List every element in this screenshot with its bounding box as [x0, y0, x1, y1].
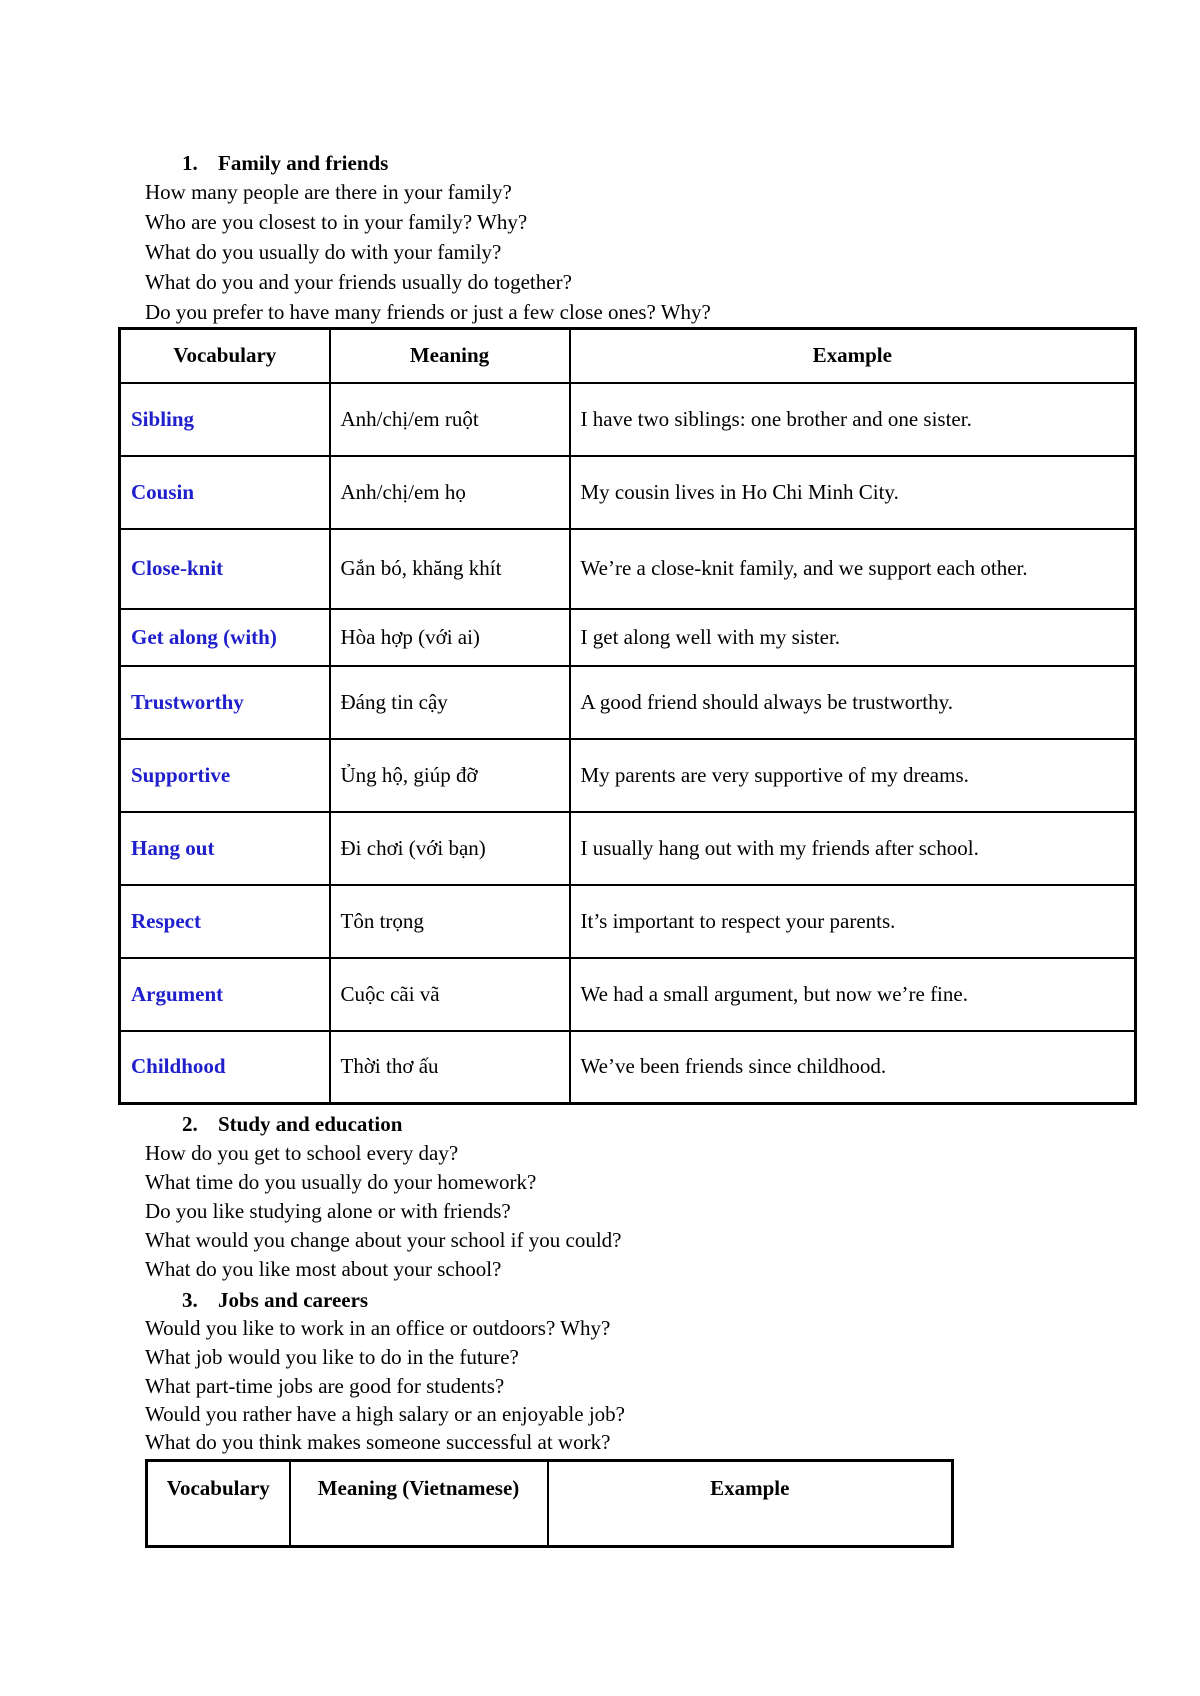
vocab-example: My cousin lives in Ho Chi Minh City. [570, 456, 1136, 529]
vocab-word: Hang out [120, 812, 330, 885]
vocab-word: Close-knit [120, 529, 330, 609]
section-title: Jobs and careers [218, 1288, 369, 1312]
vocab-word: Supportive [120, 739, 330, 812]
table-row [120, 958, 1136, 1031]
table-row [120, 529, 1136, 609]
table-row [120, 739, 1136, 812]
section-number: 1. [182, 151, 198, 175]
section-title: Family and friends [218, 151, 389, 175]
question: What do you think makes someone successful at work? [145, 1430, 611, 1454]
section-number: 2. [182, 1112, 198, 1136]
question: What do you usually do with your family? [145, 240, 502, 264]
section-heading [182, 1114, 402, 1135]
question: Would you rather have a high salary or an enjoyable job? [145, 1402, 625, 1426]
table-row [120, 1031, 1136, 1104]
question: Would you like to work in an office or outdoors? Why? [145, 1316, 611, 1340]
table-header-row [147, 1461, 953, 1547]
vocab-word: Respect [120, 885, 330, 958]
vocab-example: My parents are very supportive of my dreams. [570, 739, 1136, 812]
vocab-meaning: Anh/chị/em họ [330, 456, 570, 529]
section-heading [182, 153, 388, 174]
table-row [120, 456, 1136, 529]
question: What would you change about your school if you could? [145, 1228, 622, 1252]
vocab-word: Cousin [120, 456, 330, 529]
vocab-meaning: Tôn trọng [330, 885, 570, 958]
question: Do you like studying alone or with friends? [145, 1199, 511, 1223]
table-row [120, 383, 1136, 456]
question: How many people are there in your family? [145, 180, 512, 204]
table-row [120, 609, 1136, 666]
vocab-example: We’re a close-knit family, and we support each other. [570, 529, 1136, 609]
table-row [120, 885, 1136, 958]
vocabulary-table [118, 327, 1137, 1105]
vocab-example: We’ve been friends since childhood. [570, 1031, 1136, 1104]
vocab-meaning: Gắn bó, khăng khít [330, 529, 570, 609]
vocab-word: Childhood [120, 1031, 330, 1104]
section-title: Study and education [218, 1112, 403, 1136]
column-header-meaning: Meaning (Vietnamese) [290, 1461, 548, 1547]
vocabulary-table-jobs [145, 1459, 954, 1548]
vocab-meaning: Đáng tin cậy [330, 666, 570, 739]
table-row [120, 666, 1136, 739]
vocab-meaning: Ủng hộ, giúp đỡ [330, 739, 570, 812]
vocab-word: Get along (with) [120, 609, 330, 666]
vocab-meaning: Anh/chị/em ruột [330, 383, 570, 456]
vocab-word: Argument [120, 958, 330, 1031]
vocab-example: I usually hang out with my friends after school. [570, 812, 1136, 885]
question: What job would you like to do in the future? [145, 1345, 519, 1369]
vocab-meaning: Đi chơi (với bạn) [330, 812, 570, 885]
column-header-example: Example [570, 329, 1136, 383]
question: Who are you closest to in your family? Why? [145, 210, 528, 234]
vocab-example: It’s important to respect your parents. [570, 885, 1136, 958]
vocab-word: Sibling [120, 383, 330, 456]
column-header-example: Example [548, 1461, 953, 1547]
vocab-example: We had a small argument, but now we’re fine. [570, 958, 1136, 1031]
vocab-meaning: Cuộc cãi vã [330, 958, 570, 1031]
column-header-vocabulary: Vocabulary [147, 1461, 290, 1547]
column-header-vocabulary: Vocabulary [120, 329, 330, 383]
column-header-meaning: Meaning [330, 329, 570, 383]
question: What time do you usually do your homework? [145, 1170, 537, 1194]
vocab-example: I have two siblings: one brother and one sister. [570, 383, 1136, 456]
vocab-meaning: Thời thơ ấu [330, 1031, 570, 1104]
question: What do you and your friends usually do together? [145, 270, 572, 294]
section-heading [182, 1290, 368, 1311]
vocab-example: A good friend should always be trustworthy. [570, 666, 1136, 739]
vocab-meaning: Hòa hợp (với ai) [330, 609, 570, 666]
table-row [120, 812, 1136, 885]
vocab-word: Trustworthy [120, 666, 330, 739]
question: What do you like most about your school? [145, 1257, 502, 1281]
vocab-example: I get along well with my sister. [570, 609, 1136, 666]
question: Do you prefer to have many friends or just a few close ones? Why? [145, 300, 711, 324]
question: How do you get to school every day? [145, 1141, 459, 1165]
question: What part-time jobs are good for students? [145, 1374, 505, 1398]
table-header-row [120, 329, 1136, 383]
section-number: 3. [182, 1288, 198, 1312]
